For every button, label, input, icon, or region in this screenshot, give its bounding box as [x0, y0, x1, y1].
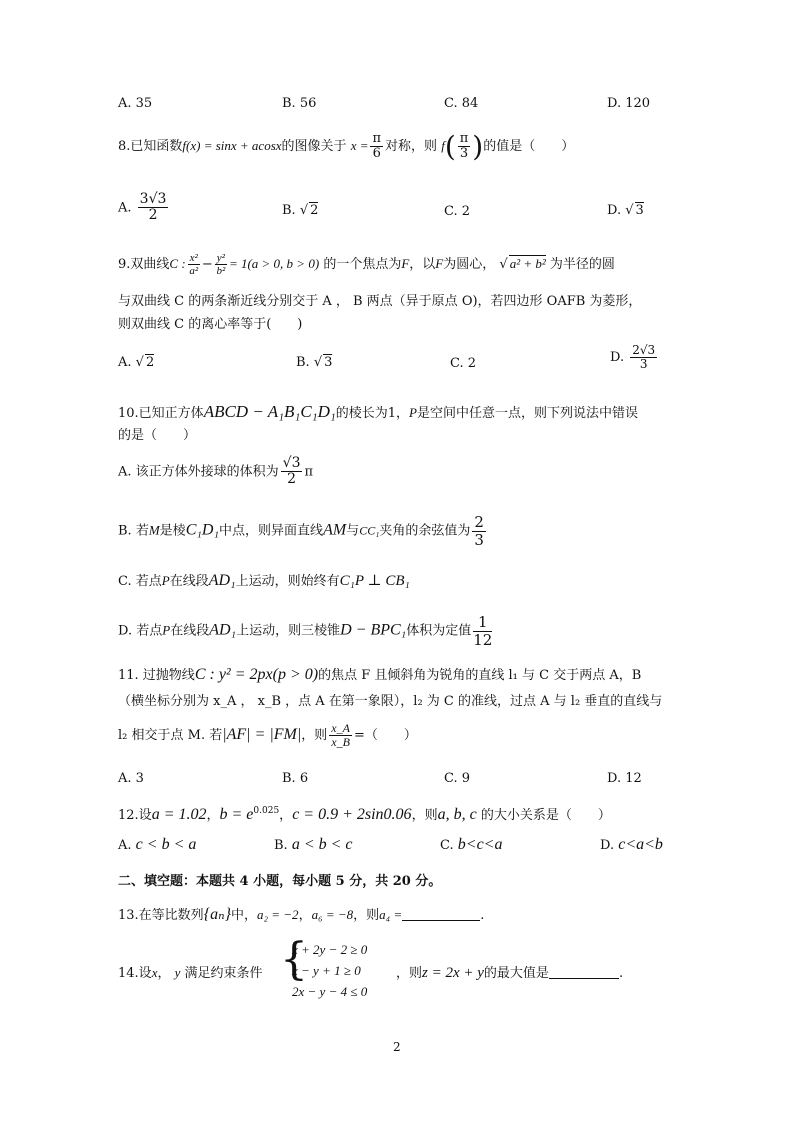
q14-answer-blank[interactable] — [549, 966, 619, 979]
q14-mid2: ，则 — [396, 966, 423, 981]
q8-option-b-label: B. — [282, 203, 296, 218]
q14-lead — [118, 962, 263, 981]
q14-tail — [396, 962, 623, 982]
q10-option-a-fraction — [281, 456, 303, 488]
q10-option-b-fraction — [472, 514, 486, 548]
section-2-heading: 二、填空题：本题共 4 小题，每小题 5 分，共 20 分。 — [118, 874, 442, 889]
q9-frac-y-den: b² — [216, 265, 226, 278]
q8-axis-den: 6 — [372, 146, 381, 161]
q13-sep: ， — [298, 908, 312, 923]
q10-option-b-t1: B. 若 — [118, 523, 149, 539]
q14-dot: . — [618, 966, 624, 981]
q12-option-b — [274, 836, 353, 854]
q11-parabola: C : y² = 2px(p > 0) — [194, 666, 319, 683]
q9-prefix: 9.双曲线 — [118, 257, 170, 273]
q10-option-d — [118, 614, 494, 648]
q10-P: P — [409, 405, 417, 420]
q8-f: f — [441, 138, 445, 153]
q8-option-c: C. 2 — [444, 204, 471, 219]
question-9-line-2: 与双曲线 C 的两条渐近线分别交于 A ， B 两点（异于原点 O)，若四边形 OAFB 为菱形， — [118, 294, 642, 309]
q9-frac-y — [215, 252, 227, 277]
q13-end: . — [480, 908, 485, 923]
q10-option-c — [118, 570, 410, 590]
q12-option-a — [118, 836, 196, 854]
q9-mid2: ，以 — [409, 257, 436, 273]
q10-option-b-t4: 与 — [346, 523, 360, 539]
q10-option-c-rel: C₁P ⊥ CB₁ — [339, 573, 410, 589]
q8-mid2: 对称，则 — [385, 139, 438, 154]
q9-minus: − — [201, 257, 213, 273]
q9-option-d-num: 2√3 — [632, 343, 656, 357]
q11-ratio-den: x_B — [331, 735, 350, 750]
q10-option-d-t4: 体积为定值 — [406, 623, 472, 639]
q8-option-b-radicand: 2 — [310, 203, 319, 218]
q11-option-d: D. 12 — [607, 771, 642, 786]
q7-option-b: B. 56 — [282, 96, 317, 111]
q10-option-c-t1: C. 若点 — [118, 574, 162, 589]
q13-mid: 中， — [230, 908, 257, 923]
q12-option-c-expr: b<c<a — [457, 836, 503, 853]
q10-option-b — [118, 514, 488, 548]
q12-a-eq: a = 1.02 — [151, 806, 207, 823]
q13-a6: a₆ = −8 — [311, 907, 354, 922]
q10-option-d-P: P — [162, 622, 171, 638]
q10-option-c-P: P — [161, 573, 170, 588]
q11-ratio-num: x_A — [331, 721, 350, 735]
question-8 — [118, 130, 574, 163]
q8-mid1: 的图像关于 — [281, 139, 347, 154]
page-number: 2 — [393, 1040, 401, 1054]
q7-option-d: D. 120 — [607, 96, 651, 111]
q9-option-d — [610, 344, 659, 371]
q9-option-b — [296, 354, 332, 370]
q12-option-d — [600, 836, 663, 854]
q8-option-a-label: A. — [118, 200, 132, 216]
q9-option-a-label: A. — [118, 355, 132, 370]
q9-curve: C : — [169, 256, 186, 272]
q9-F1: F — [401, 256, 410, 272]
sqrt-icon: √ — [135, 355, 144, 370]
question-9-line-3: 则双曲线 C 的离心率等于( ) — [118, 317, 303, 332]
q12-option-d-label: D. — [600, 838, 615, 853]
q12-option-b-label: B. — [274, 838, 288, 853]
q9-option-d-fraction — [630, 344, 657, 371]
q12-b-exponent: 0.025 — [253, 806, 280, 816]
q9-frac-x-den: a² — [189, 265, 199, 278]
q8-option-a-fraction — [138, 192, 169, 224]
q11-line1-end: 的焦点 F 且倾斜角为锐角的直线 l₁ 与 C 交于两点 A，B — [318, 668, 642, 683]
question-9-line-1 — [118, 252, 615, 277]
q8-arg-fraction — [458, 132, 471, 162]
q10-option-d-pyramid: D − BPC₁ — [340, 621, 407, 639]
q13-answer-blank[interactable] — [402, 908, 480, 921]
q10-option-b-t2: 是棱 — [159, 523, 186, 539]
sqrt-icon: √ — [625, 203, 634, 218]
q10-option-d-t3: 上运动，则三棱锥 — [236, 623, 341, 639]
q13-sequence: {aₙ} — [203, 906, 231, 923]
q14-constraint-1: x + 2y − 2 ≥ 0 — [292, 942, 368, 957]
sqrt-icon: √ — [313, 355, 323, 370]
q13-mid2: ，则 — [353, 908, 380, 923]
q12-c-eq: c = 0.9 + 2sin0.06 — [292, 806, 412, 823]
q14-x: x — [151, 965, 158, 980]
q10-prefix: 10.已知正方体 — [118, 406, 204, 421]
question-10-line-2: 的是（ ） — [118, 428, 197, 443]
q9-mid3: 为圆心， — [443, 257, 496, 273]
q12-suffix: 的大小关系是（ ） — [476, 808, 611, 823]
q12-option-c — [440, 836, 502, 854]
q10-option-a-den: 2 — [287, 471, 297, 488]
q9-option-a-radicand: 2 — [145, 355, 155, 370]
q8-option-d — [607, 202, 644, 218]
q11-prefix: 11. 过抛物线 — [118, 668, 195, 683]
q9-option-d-label: D. — [610, 350, 625, 366]
q10-option-b-den: 3 — [474, 530, 484, 549]
q9-option-c: C. 2 — [450, 356, 477, 371]
q10-option-b-t5: 夹角的余弦值为 — [379, 523, 471, 539]
q14-brace: { — [280, 934, 308, 985]
q12-sep1: ， — [206, 808, 220, 823]
q8-paren-close: ) — [472, 130, 484, 163]
q8-axis-fraction — [370, 132, 383, 162]
q13-a4: a₄ = — [379, 907, 403, 922]
q10-option-b-AM: AM — [323, 521, 347, 539]
q10-option-b-CC: CC₁ — [359, 523, 380, 538]
q8-axis: x = — [350, 138, 369, 153]
q8-prefix: 8.已知函数 — [118, 139, 183, 154]
q9-mid: 的一个焦点为 — [323, 257, 402, 273]
q10-option-a-num: √3 — [282, 455, 301, 471]
q9-frac-x — [188, 252, 200, 277]
sqrt-icon: √ — [299, 203, 309, 218]
q8-option-a — [118, 192, 170, 224]
q14-constraint-3: 2x − y − 4 ≤ 0 — [292, 984, 368, 999]
q10-option-c-t2: 在线段 — [169, 574, 209, 589]
q12-sep2: ， — [279, 808, 293, 823]
q9-option-b-label: B. — [296, 355, 310, 370]
q10-option-d-num: 1 — [473, 614, 492, 632]
q10-option-c-seg: AD₁ — [208, 572, 236, 589]
q10-option-d-t2: 在线段 — [170, 623, 210, 639]
q12-option-c-label: C. — [440, 838, 454, 853]
q10-option-b-M: M — [148, 522, 160, 538]
q12-option-d-expr: c<a<b — [618, 836, 663, 853]
question-11-line-2: （横坐标分别为 x_A ， x_B ，点 A 在第一象限），l₂ 为 C 的准线，过点 A 与 l₂ 垂直的直线与 — [118, 694, 663, 709]
question-12 — [118, 804, 611, 824]
q14-mid: 满足约束条件 — [184, 966, 263, 981]
q12-mid: ，则 — [411, 808, 438, 823]
q9-end: 为半径的圆 — [549, 257, 615, 273]
q13-a2: a₂ = −2 — [256, 907, 299, 922]
q11-option-c: C. 9 — [444, 771, 471, 786]
q8-option-d-radicand: 3 — [635, 203, 644, 218]
q9-F2: F — [435, 256, 444, 272]
q8-function: f(x) = sinx + acosx — [182, 138, 282, 153]
q14-objective: z = 2x + y — [422, 965, 484, 981]
q10-cube: ABCD − A₁B₁C₁D₁ — [203, 402, 336, 421]
q8-suffix: 的值是（ ） — [483, 139, 575, 154]
q10-option-c-t3: 上运动，则始终有 — [235, 574, 340, 589]
q14-y: y — [174, 965, 181, 980]
q12-b-eq: b = e — [219, 806, 254, 823]
q9-option-d-den: 3 — [639, 357, 648, 372]
q12-option-a-label: A. — [118, 838, 132, 853]
q9-radius: a² + b² — [509, 256, 546, 272]
q12-prefix: 12.设 — [118, 808, 152, 823]
q14-end: 的最大值是 — [483, 966, 549, 981]
q8-arg-den: 3 — [459, 146, 469, 161]
q10-option-a-pi: π — [304, 464, 314, 480]
question-13 — [118, 904, 484, 924]
q11-option-a: A. 3 — [118, 771, 144, 786]
q8-option-a-den: 2 — [148, 207, 158, 224]
q9-option-a — [118, 354, 154, 370]
q12-vars: a, b, c — [437, 806, 477, 823]
q9-frac-y-num: y² — [216, 252, 225, 264]
q11-ratio-fraction — [329, 722, 352, 749]
q10-end: 是空间中任意一点，则下列说法中错误 — [417, 406, 639, 421]
q10-option-b-seg: C₁D₁ — [185, 521, 220, 539]
q13-prefix: 13.在等比数列 — [118, 908, 204, 923]
q11-option-b: B. 6 — [282, 771, 309, 786]
q7-option-c: C. 84 — [444, 96, 479, 111]
q12-option-b-expr: a < b < c — [291, 836, 353, 853]
q10-option-d-seg: AD₁ — [209, 621, 237, 639]
q8-paren-open: ( — [444, 130, 456, 163]
q14-sep: ， — [157, 966, 171, 981]
q11-abs-eq: |AF| = |FM| — [222, 726, 302, 744]
sqrt-icon: √ — [499, 257, 508, 273]
q8-axis-num: π — [372, 130, 382, 146]
q10-option-d-den: 12 — [473, 630, 493, 649]
q11-line3-end: =（ ） — [353, 728, 417, 744]
q14-prefix: 14.设 — [118, 966, 152, 981]
q12-option-a-expr: c < b < a — [135, 836, 197, 853]
q8-option-d-label: D. — [607, 203, 622, 218]
q10-option-a — [118, 456, 313, 488]
question-10-line-1 — [118, 402, 638, 422]
q10-option-a-text: A. 该正方体外接球的体积为 — [118, 464, 279, 480]
q8-option-a-num: 3√3 — [139, 191, 167, 207]
question-11-line-3 — [118, 722, 417, 749]
q8-arg-num: π — [459, 130, 469, 146]
q7-option-a: A. 35 — [118, 96, 153, 111]
q10-mid: 的棱长为1， — [335, 406, 410, 421]
q9-condition: = 1(a > 0, b > 0) — [228, 256, 320, 272]
q14-constraint-2: x − y + 1 ≥ 0 — [292, 963, 361, 978]
q10-option-b-t3: 中点，则异面直线 — [219, 523, 324, 539]
q8-option-b — [282, 202, 318, 218]
q11-line3-mid: ，则 — [301, 728, 328, 744]
q10-option-d-t1: D. 若点 — [118, 623, 163, 639]
q11-line3-prefix: l₂ 相交于点 M. 若 — [118, 728, 223, 744]
q10-option-b-num: 2 — [474, 513, 484, 531]
question-11-line-1 — [118, 664, 641, 684]
q10-option-d-fraction — [473, 614, 492, 648]
q9-frac-x-num: x² — [189, 252, 198, 264]
q9-option-b-radicand: 3 — [324, 355, 333, 370]
